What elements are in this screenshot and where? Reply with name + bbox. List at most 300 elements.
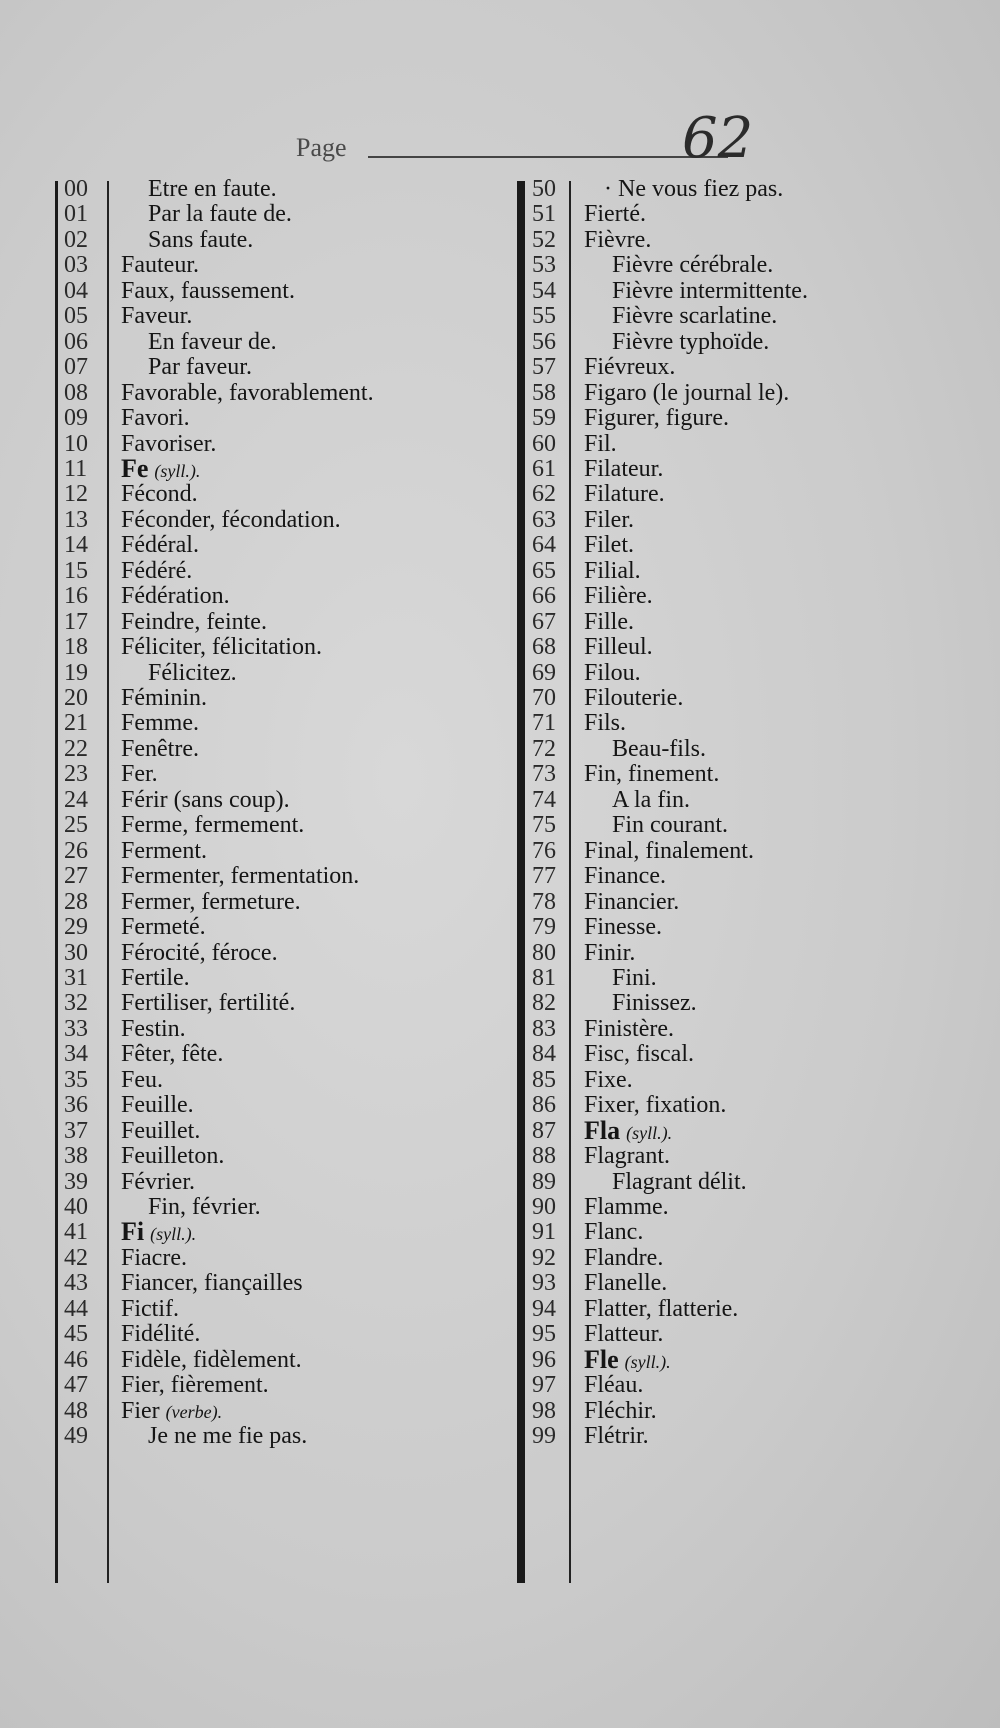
entry-word: Fermer, fermeture. [121, 888, 301, 915]
list-item [522, 964, 952, 992]
entry-number: 03 [64, 252, 88, 279]
page-header [290, 106, 760, 171]
list-item [522, 1142, 952, 1170]
entry-word: Femme. [121, 710, 199, 737]
entry-text [148, 353, 252, 381]
entry-number: 20 [64, 685, 88, 711]
list-item [55, 1320, 485, 1348]
entry-number: 43 [64, 1270, 88, 1297]
entry-word: Ferment. [121, 837, 207, 864]
entry-number: 57 [532, 354, 556, 381]
list-item [55, 989, 485, 1017]
list-item [522, 557, 952, 585]
entry-text [584, 430, 617, 458]
entry-number: 82 [532, 990, 556, 1017]
entry-word: Fiévreux. [584, 354, 676, 381]
entry-text [584, 1397, 657, 1425]
entry-word: Figaro (le journal le). [584, 379, 790, 406]
entry-text [612, 1168, 747, 1196]
entry-number: 24 [64, 786, 88, 813]
list-item [55, 939, 485, 967]
entry-number: 64 [532, 532, 556, 559]
entry-word: Favorable, favorablement. [121, 379, 374, 406]
list-item [522, 837, 952, 865]
list-item [55, 328, 485, 356]
list-item [522, 1040, 952, 1068]
list-item [522, 1295, 952, 1323]
entry-number: 49 [64, 1423, 88, 1450]
entry-text [584, 608, 634, 636]
entry-note: (syll.). [624, 1351, 671, 1372]
list-item [522, 455, 952, 483]
entry-number: 77 [532, 863, 556, 890]
entry-text [584, 1066, 633, 1094]
entry-number: 95 [532, 1321, 556, 1348]
entry-note: (syll.). [154, 460, 201, 481]
entry-word: Favori. [121, 405, 190, 432]
entry-note: (syll.). [150, 1224, 197, 1245]
entry-text [121, 760, 158, 788]
entry-number: 92 [532, 1244, 556, 1271]
entry-number: 66 [532, 583, 556, 610]
entry-word: Fin, finement. [584, 761, 720, 788]
list-item [522, 328, 952, 356]
entry-number: 46 [64, 1346, 88, 1373]
entry-number: 15 [64, 557, 88, 584]
entry-word: Fierté. [584, 201, 646, 228]
list-item [522, 1015, 952, 1043]
list-item [522, 1066, 952, 1094]
entry-number: 48 [64, 1397, 88, 1424]
entry-text [121, 277, 295, 305]
entry-number: 26 [64, 837, 88, 864]
entry-number: 45 [64, 1321, 88, 1348]
entry-word: Fier [121, 1397, 160, 1424]
list-item [55, 862, 485, 890]
entry-word: Faveur. [121, 303, 193, 330]
entry-number: 10 [64, 430, 88, 457]
entry-text [584, 939, 635, 967]
list-item [522, 353, 952, 381]
entry-text [121, 913, 206, 941]
entry-text [584, 1269, 667, 1297]
entry-text [584, 200, 646, 228]
entry-number: 60 [532, 430, 556, 457]
entry-word: Fier, fièrement. [121, 1372, 269, 1399]
entry-number: 81 [532, 964, 556, 991]
entry-number: 87 [532, 1117, 556, 1144]
entry-text [121, 404, 190, 432]
entry-number: 94 [532, 1295, 556, 1322]
list-item [55, 379, 485, 407]
entry-word: Fixer, fixation. [584, 1092, 727, 1119]
entry-text [612, 277, 808, 305]
list-item [55, 430, 485, 458]
entry-word: Filer. [584, 506, 635, 533]
entry-number: 47 [64, 1372, 88, 1399]
entry-word: Filet. [584, 532, 635, 559]
entry-word: Féconder, fécondation. [121, 506, 341, 533]
entry-text [121, 709, 199, 737]
entry-number: 88 [532, 1143, 556, 1170]
list-item [55, 1091, 485, 1119]
entry-word: A la fin. [612, 786, 690, 813]
entry-text [121, 1040, 223, 1068]
entry-text [604, 175, 783, 203]
entry-word: Fin courant. [612, 812, 728, 839]
list-item [522, 862, 952, 890]
list-item [55, 964, 485, 992]
entry-word: Finesse. [584, 914, 662, 941]
entry-number: 41 [64, 1219, 88, 1246]
list-item [55, 709, 485, 737]
entry-number: 58 [532, 379, 556, 406]
entry-word: Fer. [121, 761, 158, 788]
entry-word: Feuille. [121, 1092, 194, 1119]
entry-number: 33 [64, 1015, 88, 1042]
entry-number: 22 [64, 735, 88, 762]
list-item [55, 455, 485, 483]
entry-word: Fin, février. [148, 1194, 261, 1220]
entry-text [121, 582, 230, 610]
entry-number: 53 [532, 252, 556, 279]
list-item [55, 786, 485, 814]
entry-word: Financier. [584, 888, 680, 915]
list-item [522, 582, 952, 610]
entry-text [148, 200, 292, 228]
entry-text [584, 404, 729, 432]
entry-number: 71 [532, 710, 556, 737]
entry-text [121, 964, 190, 992]
list-item [55, 684, 485, 712]
entry-text [612, 786, 690, 814]
entry-word: Finir. [584, 939, 636, 966]
entry-number: 65 [532, 557, 556, 584]
entry-number: 19 [64, 659, 88, 686]
entry-number: 35 [64, 1066, 88, 1093]
entry-text [121, 506, 341, 534]
entry-word: Fièvre typhoïde. [612, 328, 770, 355]
list-item [55, 1015, 485, 1043]
list-item [522, 404, 952, 432]
entry-word: Fièvre cérébrale. [612, 252, 774, 279]
entry-text [584, 760, 719, 788]
list-item [55, 1218, 485, 1246]
list-item [522, 608, 952, 636]
list-item [55, 837, 485, 865]
list-item [522, 506, 952, 534]
entry-word: Fille. [584, 608, 635, 635]
entry-number: 61 [532, 455, 556, 482]
page-number: 62 [682, 106, 754, 171]
entry-number: 14 [64, 532, 88, 559]
entry-number: 11 [64, 455, 88, 482]
list-item [522, 1269, 952, 1297]
entry-word: Fièvre scarlatine. [612, 303, 778, 330]
entry-note: (verbe). [165, 1401, 223, 1422]
syllable-heading: Fla [584, 1115, 621, 1145]
list-item [55, 608, 485, 636]
list-item [55, 1040, 485, 1068]
entry-word: Finistère. [584, 1015, 674, 1042]
list-item [55, 1346, 485, 1374]
entry-text [584, 1295, 738, 1323]
entry-number: 31 [64, 964, 88, 991]
entry-number: 36 [64, 1092, 88, 1119]
entry-number: 40 [64, 1194, 88, 1220]
list-item [55, 633, 485, 661]
entry-text [121, 1066, 163, 1094]
list-item [522, 175, 952, 203]
entry-text [148, 328, 277, 356]
syllable-heading: Fe [121, 453, 149, 483]
list-item [522, 277, 952, 305]
list-item [55, 302, 485, 330]
list-item [522, 709, 952, 737]
entry-word: Festin. [121, 1015, 186, 1042]
list-item [55, 200, 485, 228]
list-item [55, 531, 485, 559]
entry-word: Fiacre. [121, 1244, 187, 1271]
list-item [522, 1193, 952, 1221]
entry-word: Fils. [584, 710, 627, 737]
entry-number: 59 [532, 405, 556, 432]
entry-number: 63 [532, 506, 556, 533]
entry-number: 89 [532, 1168, 556, 1195]
entry-word: Flagrant. [584, 1143, 670, 1170]
entry-text [584, 862, 666, 890]
entry-number: 42 [64, 1244, 88, 1271]
entry-text [612, 989, 697, 1017]
entry-text [584, 913, 662, 941]
entry-number: 80 [532, 939, 556, 966]
list-item [522, 786, 952, 814]
list-item [522, 430, 952, 458]
entry-text [121, 1091, 194, 1119]
entry-number: 86 [532, 1092, 556, 1119]
entry-number: 54 [532, 277, 556, 304]
entry-number: 72 [532, 735, 556, 762]
entry-text [584, 1244, 663, 1272]
entry-word: Etre en faute. [148, 176, 277, 202]
entry-number: 04 [64, 277, 88, 304]
entry-text [121, 379, 374, 407]
entry-word: Fidélité. [121, 1321, 201, 1348]
list-item [522, 480, 952, 508]
list-item [55, 353, 485, 381]
entry-number: 99 [532, 1423, 556, 1450]
entry-number: 96 [532, 1346, 556, 1373]
entry-number: 08 [64, 379, 88, 406]
entry-number: 30 [64, 939, 88, 966]
entry-text [584, 557, 641, 585]
entry-text [584, 709, 626, 737]
list-item [55, 1168, 485, 1196]
entry-number: 74 [532, 786, 556, 813]
entry-word: Filou. [584, 659, 641, 686]
entry-word: Fertiliser, fertilité. [121, 990, 296, 1017]
list-item [55, 1397, 485, 1425]
entry-text [121, 557, 192, 585]
entry-number: 28 [64, 888, 88, 915]
entry-number: 70 [532, 685, 556, 711]
list-item [522, 735, 952, 763]
entry-word: Feu. [121, 1066, 163, 1093]
entry-text [121, 1015, 186, 1043]
entry-text [584, 1422, 649, 1450]
entry-number: 52 [532, 226, 556, 253]
entry-word: Flatter, flatterie. [584, 1295, 739, 1322]
entry-note: (syll.). [626, 1122, 673, 1143]
entry-word: Félicitez. [148, 659, 237, 686]
entry-word: En faveur de. [148, 328, 277, 355]
entry-number: 34 [64, 1041, 88, 1068]
entry-text [121, 811, 304, 839]
list-item [522, 989, 952, 1017]
list-item [55, 1117, 485, 1145]
entry-word: Fictif. [121, 1295, 179, 1322]
list-item [522, 1346, 952, 1374]
entry-word: Février. [121, 1168, 195, 1195]
entry-number: 13 [64, 506, 88, 533]
entry-word: Beau-fils. [612, 735, 706, 762]
entry-text [584, 1218, 643, 1246]
entry-text [584, 1371, 643, 1399]
list-item [522, 888, 952, 916]
entry-text [121, 1142, 224, 1170]
list-item [522, 1422, 952, 1450]
entry-number: 78 [532, 888, 556, 915]
entry-number: 67 [532, 608, 556, 635]
list-item [522, 1218, 952, 1246]
entry-text [584, 353, 675, 381]
entry-word: Flétrir. [584, 1423, 649, 1450]
list-item [522, 1397, 952, 1425]
entry-word: Fêter, fête. [121, 1041, 224, 1068]
list-item [55, 1269, 485, 1297]
entry-word: Férocité, féroce. [121, 939, 278, 966]
entry-word: Fauteur. [121, 252, 199, 279]
entry-number: 39 [64, 1168, 88, 1195]
entry-word: Flandre. [584, 1244, 664, 1271]
entry-number: 51 [532, 201, 556, 228]
entry-word: Final, finalement. [584, 837, 754, 864]
entry-text [121, 989, 295, 1017]
list-item [522, 760, 952, 788]
list-item [55, 1066, 485, 1094]
entry-text [121, 531, 199, 559]
entry-number: 12 [64, 481, 88, 508]
entry-word: Filature. [584, 481, 665, 508]
syllable-heading: Fi [121, 1217, 145, 1247]
entry-word: Fertile. [121, 964, 190, 991]
list-item [522, 913, 952, 941]
entry-text [121, 1117, 200, 1145]
list-item [55, 888, 485, 916]
list-item [55, 175, 485, 203]
list-item [55, 1142, 485, 1170]
entry-number: 93 [532, 1270, 556, 1297]
entry-word: Fédéré. [121, 557, 193, 584]
entry-text [584, 531, 634, 559]
entry-word: Je ne me fie pas. [148, 1423, 308, 1450]
entry-number: 73 [532, 761, 556, 788]
entry-text [121, 633, 322, 661]
entry-number: 85 [532, 1066, 556, 1093]
entry-number: 00 [64, 176, 88, 202]
entry-text [584, 659, 641, 687]
syllable-heading: Fle [584, 1344, 619, 1374]
entry-word: Fièvre. [584, 226, 652, 253]
entry-word: Flatteur. [584, 1321, 664, 1348]
entry-word: Ferme, fermement. [121, 812, 305, 839]
entry-text [121, 1168, 195, 1196]
page-label: Page [296, 133, 347, 162]
entry-number: 55 [532, 303, 556, 330]
entry-number: 21 [64, 710, 88, 737]
entry-word: Par faveur. [148, 354, 252, 381]
list-item [55, 251, 485, 279]
entry-word: Feuillet. [121, 1117, 201, 1144]
entry-number: 05 [64, 303, 88, 330]
entry-text [584, 480, 665, 508]
entry-text [612, 251, 773, 279]
entry-word: Fécond. [121, 481, 198, 508]
entry-number: 75 [532, 812, 556, 839]
entry-text [584, 379, 789, 407]
list-item [522, 1117, 952, 1145]
entry-word: Flamme. [584, 1194, 669, 1220]
entry-word: Fièvre intermittente. [612, 277, 808, 304]
list-item [55, 277, 485, 305]
entry-word: Férir (sans coup). [121, 786, 290, 813]
entry-word: Fédéral. [121, 532, 199, 559]
list-item [522, 811, 952, 839]
list-item [55, 913, 485, 941]
entry-text [148, 1193, 261, 1221]
entry-number: 69 [532, 659, 556, 686]
list-item [55, 1244, 485, 1272]
entry-word: · Ne vous fiez pas. [604, 176, 784, 202]
entry-text [612, 964, 657, 992]
list-item [522, 1371, 952, 1399]
entry-text [584, 684, 683, 712]
entry-text [584, 506, 634, 534]
entry-text [584, 1193, 669, 1221]
entry-word: Fixe. [584, 1066, 633, 1093]
entry-number: 76 [532, 837, 556, 864]
entry-number: 25 [64, 812, 88, 839]
entry-word: Finance. [584, 863, 666, 890]
list-item [522, 939, 952, 967]
entry-text [584, 1142, 670, 1170]
entry-text [121, 735, 199, 763]
entry-word: Sans faute. [148, 226, 254, 253]
entry-text [148, 1422, 307, 1450]
entry-word: Fenêtre. [121, 735, 199, 762]
entry-word: Par la faute de. [148, 201, 292, 228]
entry-text [121, 837, 207, 865]
entry-number: 01 [64, 201, 88, 228]
entry-text [584, 1015, 674, 1043]
entry-text [584, 1040, 694, 1068]
entry-text [584, 226, 651, 254]
list-item [522, 633, 952, 661]
entry-word: Feindre, feinte. [121, 608, 267, 635]
entry-number: 44 [64, 1295, 88, 1322]
list-item [55, 404, 485, 432]
entry-text [121, 888, 301, 916]
